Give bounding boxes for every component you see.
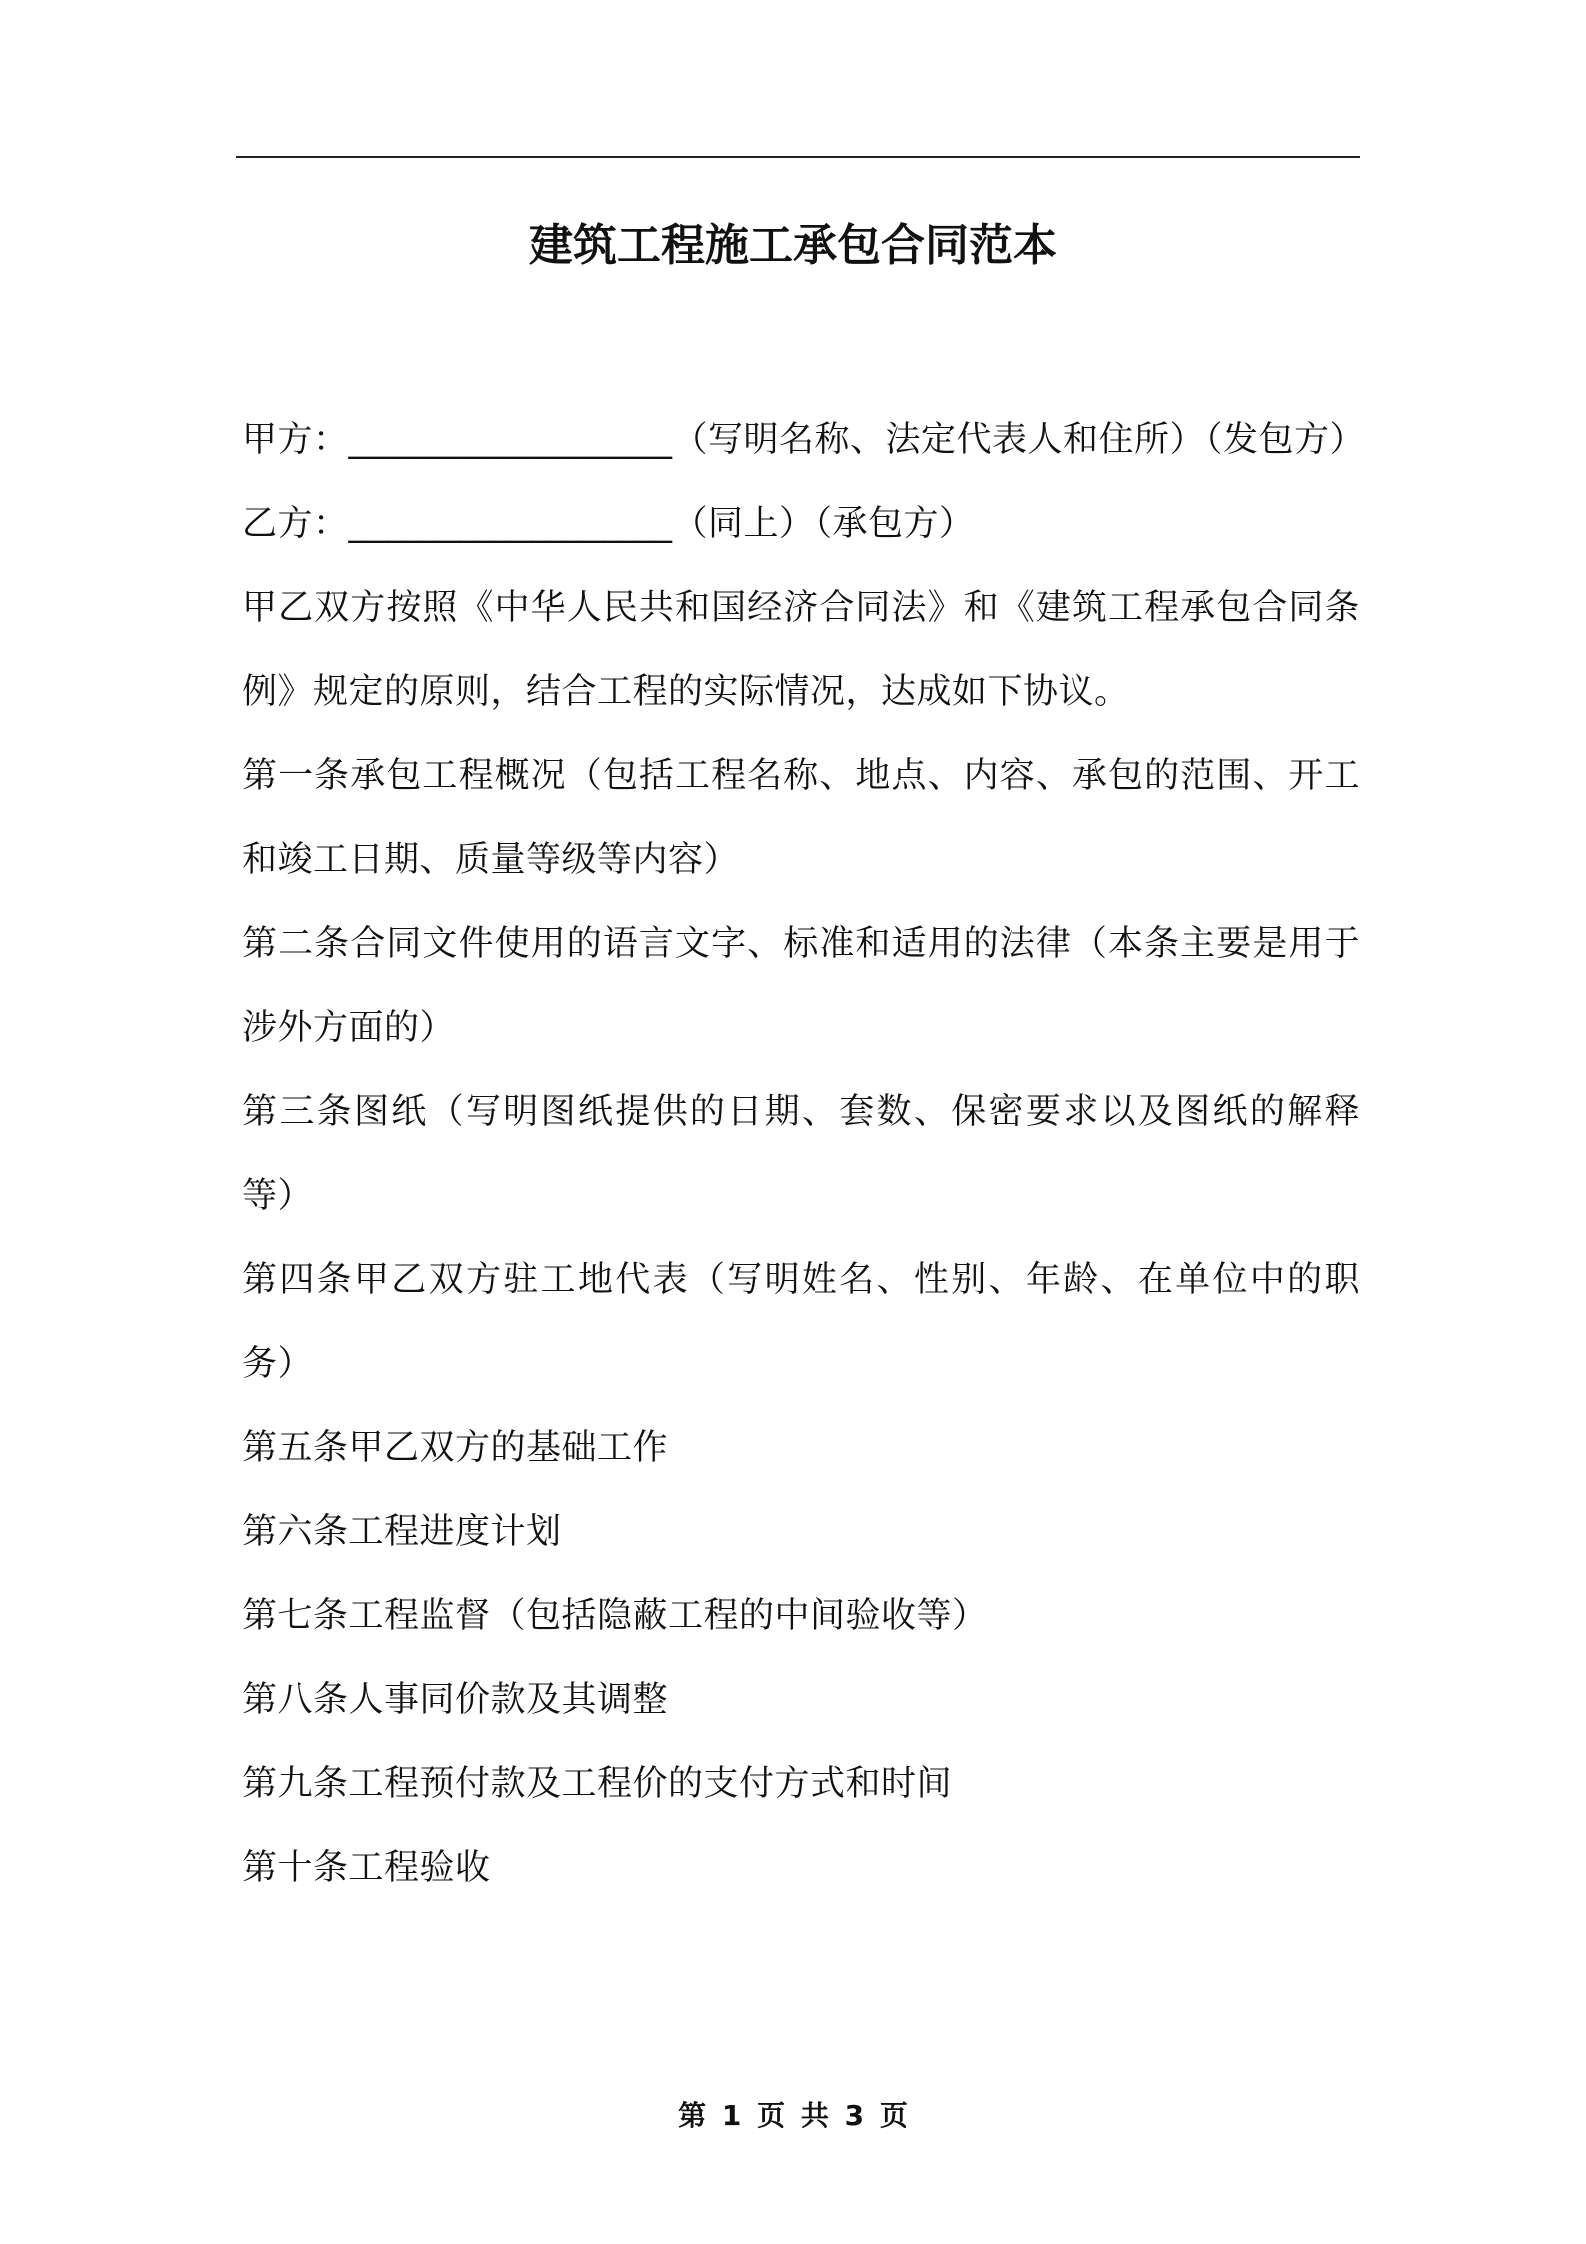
article-1: 第一条承包工程概况（包括工程名称、地点、内容、承包的范围、开工和竣工日期、质量等级等内容）: [242, 756, 1360, 880]
article-2: 第二条合同文件使用的语言文字、标准和适用的法律（本条主要是用于涉外方面的）: [242, 924, 1360, 1048]
page-number-footer: 第 1 页 共 3 页: [678, 2099, 908, 2132]
article-10: 第十条工程验收: [242, 1848, 491, 1888]
agreement-preamble: 甲乙双方按照《中华人民共和国经济合同法》和《建筑工程承包合同条例》规定的原则，结合工程的实际情况，达成如下协议。: [242, 588, 1360, 712]
article-7: 第七条工程监督（包括隐蔽工程的中间验收等）: [242, 1596, 988, 1636]
article-3: 第三条图纸（写明图纸提供的日期、套数、保密要求以及图纸的解释等）: [242, 1092, 1360, 1216]
article-9: 第九条工程预付款及工程价的支付方式和时间: [242, 1764, 953, 1804]
article-8: 第八条人事同价款及其调整: [242, 1680, 669, 1720]
contract-body: [242, 398, 1366, 1910]
party-b-line: 乙方：__________________（同上）（承包方）: [242, 504, 975, 544]
header-rule: [236, 156, 1360, 158]
party-a-line: 甲方：__________________（写明名称、法定代表人和住所）（发包方）: [242, 420, 1366, 460]
article-4: 第四条甲乙双方驻工地代表（写明姓名、性别、年龄、在单位中的职务）: [242, 1260, 1360, 1384]
article-6: 第六条工程进度计划: [242, 1512, 562, 1552]
article-5: 第五条甲乙双方的基础工作: [242, 1428, 669, 1468]
document-title: 建筑工程施工承包合同范本: [529, 220, 1057, 271]
